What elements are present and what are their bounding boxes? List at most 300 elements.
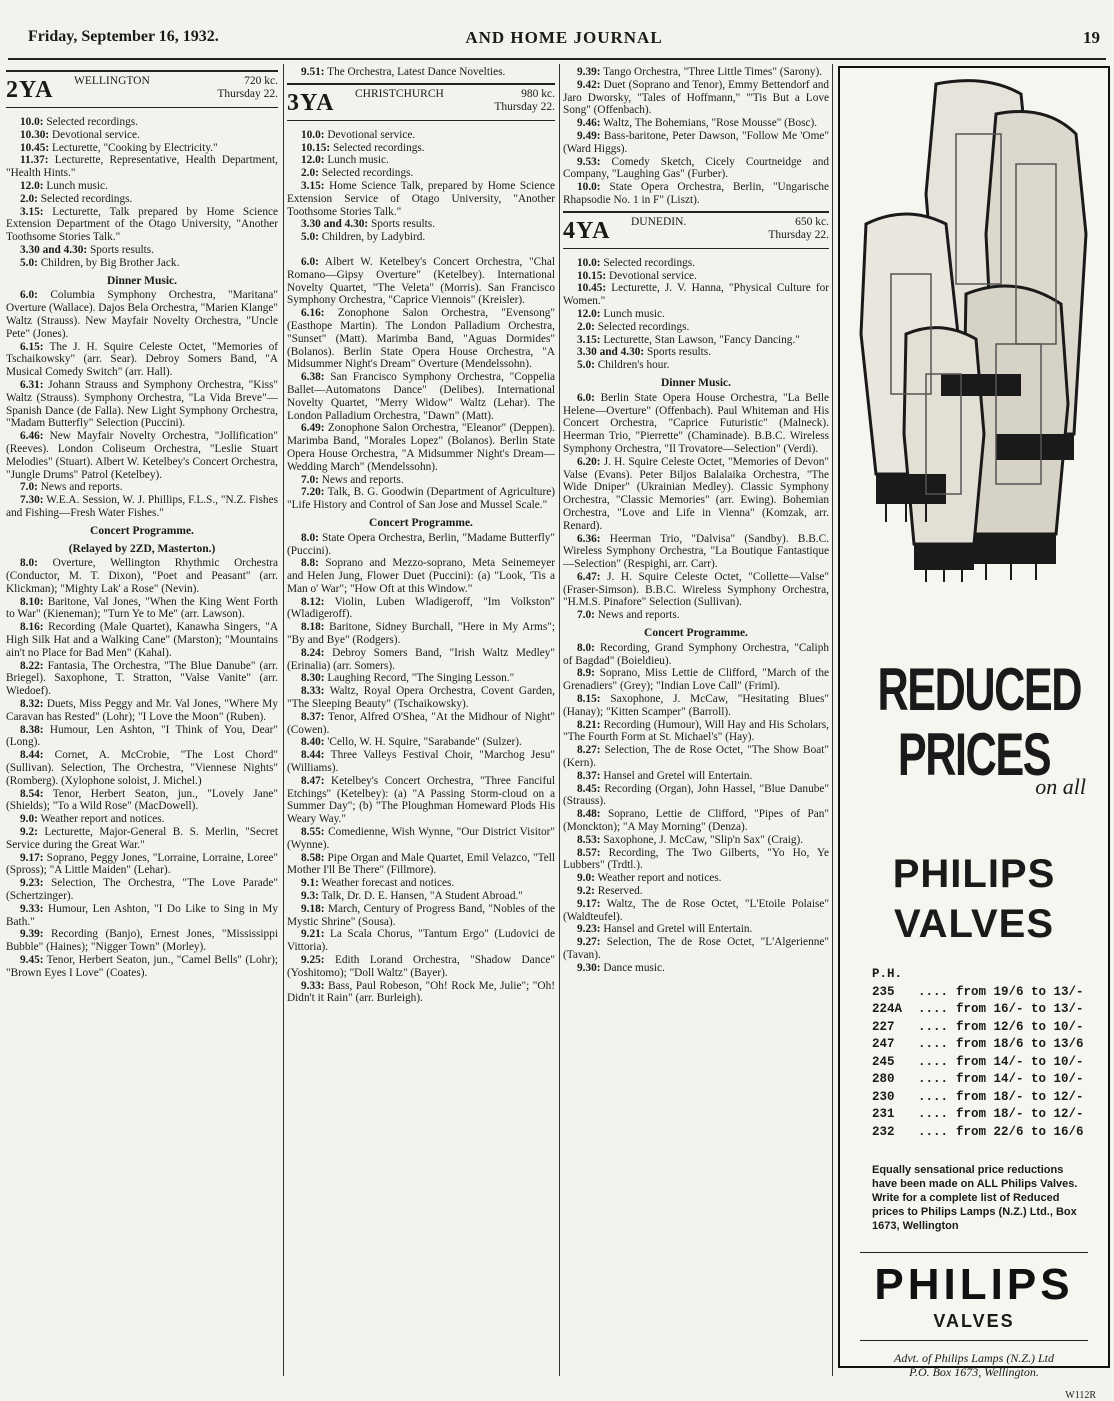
programme-text: Fantasia, The Orchestra, "The Blue Danube" (arr. Briegel). Saxophone, T. Stratton, "Valse Vanite" (arr. Wiedoef). (6, 659, 278, 698)
programme-item (6, 481, 278, 494)
programme-text: Dance music. (600, 961, 665, 974)
column-rule (283, 64, 284, 1376)
programme-item (287, 371, 555, 422)
programme-item (6, 877, 278, 903)
ad-brand-valves: VALVES (893, 902, 1055, 946)
programme-time: 9.17: (577, 897, 601, 910)
programme-time: 8.9: (577, 667, 595, 680)
programme-time: 9.2: (577, 885, 595, 898)
programme-item (563, 744, 829, 770)
programme-time: 6.16: (301, 307, 325, 320)
programme-item (287, 685, 555, 711)
leader-dots: .... (918, 1054, 949, 1069)
programme-time: 9.0: (577, 872, 595, 885)
programme-text: Sports results. (87, 243, 155, 256)
programme-text: Hansel and Gretel will Entertain. (600, 769, 753, 782)
programme-time: 9.39: (577, 66, 601, 78)
programme-time: 8.45: (577, 782, 601, 795)
valve-code: 231 (872, 1107, 895, 1121)
programme-time: 10.45: (20, 141, 50, 154)
programme-item (563, 359, 829, 372)
programme-time: 7.30: (20, 494, 44, 507)
programme-text: State Opera Orchestra, Berlin, "Madame Butterfly" (Puccini). (287, 531, 555, 557)
programme-text: Cornet, A. McCrobie, "The Lost Chord" (Sullivan). Selection, The Orchestra, "Viennese Nights" (Romberg). (Xylophone soloist, J. Michel.) (6, 749, 278, 787)
programme-text: Talk, B. G. Goodwin (Department of Agriculture) "Life History and Control of San Jose and Mussel Scale." (287, 486, 555, 512)
programme-time: 5.0: (20, 256, 38, 269)
ad-note: Equally sensational price reductions have been made on ALL Philips Valves. Write for a complete list of Reduced prices to Philips Lamps (N.Z.) Ltd., Box 1673, Wellington (872, 1164, 1078, 1232)
programme-item (563, 282, 829, 308)
programme-item (287, 129, 555, 142)
programme-item (287, 154, 555, 167)
page-number: 19 (1083, 28, 1100, 47)
programme-text: State Opera Orchestra, Berlin, "Ungarische Rhapsodie No. 1 in F" (Liszt). (563, 181, 829, 206)
programme-time: 6.38: (301, 371, 325, 384)
programme-item (6, 257, 278, 270)
programme-text: Waltz, The Bohemians, "Rose Mousse" (Bosc). (600, 117, 818, 130)
programme-time: 5.0: (577, 359, 595, 372)
leader-dots: .... (918, 1124, 949, 1139)
programme-item (287, 486, 555, 512)
programme-text: Recording, The Two Gilberts, "Yo Ho, Ye Lubbers" (Trdtl.). (563, 846, 829, 872)
programme-list (287, 66, 555, 79)
programme-text: Selected recordings. (43, 116, 138, 128)
programme-text: Children, by Ladybird. (318, 231, 426, 244)
programme-text: Heerman Trio, "Dalvisa" (Sandby). B.B.C. Wireless Symphony Orchestra, "La Boutique Fantastique—Selection" (Respighi, arr. Carr). (563, 532, 829, 571)
programme-time: 8.24: (301, 646, 325, 659)
programme-text: Waltz, Royal Opera Orchestra, Covent Garden, "The Sleeping Beauty" (Tschaikowsky). (287, 685, 555, 711)
programme-time: 6.0: (577, 391, 595, 404)
programme-item (563, 308, 829, 321)
programme-time: 8.40: (301, 736, 325, 749)
valve-code: 280 (872, 1072, 895, 1086)
programme-item (563, 609, 829, 622)
programme-text: Saxophone, J. McCaw, "Hesitating Blues" (Hanay); "Kitten Scamper" (Barroll). (563, 693, 829, 718)
programme-time: 9.21: (301, 928, 325, 941)
price-row (872, 1106, 1084, 1124)
programme-text: Selected recordings. (318, 167, 414, 180)
programme-item (6, 494, 278, 520)
relay-note: (Relayed by 2ZD, Masterton.) (68, 542, 216, 555)
programme-item (6, 193, 278, 206)
programme-text: Johann Strauss and Symphony Orchestra, "Kiss" Waltz (Strauss). Symphony Orchestra, "La Vida Breve"—Spanish Dance (de Falla). New Light Symphony Orchestra, "Madam Butterfly" Selection (Puccini). (6, 378, 278, 430)
programme-item (563, 693, 829, 719)
programme-item (563, 321, 829, 334)
programme-item (6, 826, 278, 852)
programme-time: 8.47: (301, 774, 325, 787)
programme-time: 9.30: (577, 961, 601, 974)
programme-text: 'Cello, W. H. Squire, "Sarabande" (Sulzer). (324, 736, 522, 749)
programme-text: Zonophone Salon Orchestra, "Evensong" (Easthope Martin). The London Palladium Orchestra, "Sunset" (Matt). Marimba Band, "Aguas Dormides" (Bolanos). Berlin State Opera House Orchestra, "A Midsummer Night's Dream" Overture (Mendelssohn). (287, 307, 555, 371)
programme-item (563, 571, 829, 609)
programme-time: 3.30 and 4.30: (20, 243, 88, 256)
programme-item (6, 129, 278, 142)
programme-item (6, 928, 278, 954)
programme-time: 12.0: (20, 179, 44, 192)
price-row (872, 1089, 1084, 1107)
programme-time: 6.31: (20, 378, 44, 391)
programme-time: 9.39: (20, 928, 44, 941)
programme-text: Recording (Organ), John Hassel, "Blue Danube" (Strauss). (563, 782, 829, 808)
leader-dots: .... (918, 1089, 949, 1104)
programme-text: Children, by Big Brother Jack. (37, 256, 180, 269)
programme-time: 6.20: (577, 455, 601, 468)
logo-rule (860, 1340, 1088, 1341)
programme-item (287, 980, 555, 1006)
price-row (872, 1036, 1084, 1054)
programme-item (563, 847, 829, 873)
programme-text: Lunch music. (600, 307, 665, 320)
programme-time: 8.33: (301, 685, 325, 698)
programme-item (563, 117, 829, 130)
leader-dots: .... (918, 1019, 949, 1034)
programme-text: Lunch music. (324, 154, 389, 167)
programme-item (563, 667, 829, 693)
programme-item (287, 621, 555, 647)
philips-advertisement (838, 66, 1110, 1401)
logo-rule (860, 1252, 1088, 1253)
programme-time: 8.18: (301, 621, 325, 634)
valve-price: from 16/- to 13/- (956, 1002, 1084, 1016)
programme-text: Comedy Sketch, Cicely Courtneidge and Company, "Laughing Gas" (Furber). (563, 155, 829, 181)
programme-time: 8.27: (577, 744, 601, 757)
programme-text: Duet (Soprano and Tenor), Emmy Bettendorf and Jaro Dworsky, "Tales of Hoffmann," "'Tis But a Love Song" (Offenbach). (563, 78, 829, 117)
programme-item (563, 270, 829, 283)
programme-item (563, 783, 829, 809)
programme-list (287, 256, 555, 512)
programme-text: Tenor, Herbert Seaton, jun., "Lovely Jane" (Shields); "To a Wild Rose" (MacDowell). (6, 787, 278, 813)
station-city: DUNEDIN. (631, 215, 687, 228)
leader-dots: .... (918, 1107, 949, 1121)
programme-item (563, 456, 829, 533)
programme-item (287, 256, 555, 307)
programme-time: 9.2: (20, 826, 38, 839)
programme-text: Overture, Wellington Rhythmic Orchestra (Conductor, M. T. Dixon), "Poet and Peasant" (arr. Klickman); "Mighty Lak' a Rose" (Nevin). (6, 557, 278, 595)
valve-price: from 12/6 to 10/- (956, 1019, 1084, 1034)
philips-logo: PHILIPS (874, 1260, 1074, 1309)
programme-item (563, 898, 829, 924)
programme-text: Selected recordings. (600, 256, 695, 269)
programme-item (287, 711, 555, 737)
programme-item (563, 181, 829, 207)
section-heading: Dinner Music. (106, 274, 178, 287)
programme-item (563, 79, 829, 117)
programme-time: 10.0: (577, 181, 601, 194)
programme-item (287, 596, 555, 622)
programme-time: 9.25: (301, 954, 325, 966)
programme-item (6, 180, 278, 193)
programme-text: Selection, The Orchestra, "The Love Parade" (Schertzinger). (6, 877, 278, 903)
programme-time: 5.0: (301, 231, 319, 244)
programme-text: Recording (Humour), Will Hay and His Scholars, "The Fourth Form at St. Michael's" (Hay). (563, 718, 829, 744)
programme-text: Zonophone Salon Orchestra, "Eleanor" (Deppen). Marimba Band, "Morales Lopez" (Bolanos). Berlin State Opera House Orchestra, "A Midsummer Night's Dream—Wedding March" (Mendelssohn). (287, 422, 555, 473)
programme-time: 8.44: (301, 749, 325, 762)
programme-item (6, 621, 278, 659)
programme-time: 10.15: (301, 141, 331, 154)
valve-price: from 14/- to 10/- (956, 1072, 1084, 1086)
price-table-heading: P.H. (872, 967, 903, 981)
programme-time: 9.53: (577, 155, 601, 168)
programme-item (287, 474, 555, 487)
valve-price: from 18/- to 12/- (956, 1107, 1084, 1121)
programme-item (563, 334, 829, 347)
programme-item (563, 834, 829, 847)
programme-item (563, 770, 829, 783)
programme-time: 9.51: (301, 66, 325, 78)
programme-item (287, 852, 555, 878)
programme-text: March, Century of Progress Band, "Nobles of the Mystic Shrine" (Sousa). (287, 902, 555, 928)
programme-text: Lecturette, Talk prepared by Home Science Extension Department of the Otago University, "Another Toothsome Stories Talk." (6, 205, 278, 244)
valve-code: 245 (872, 1054, 895, 1069)
programme-text: Weather forecast and notices. (318, 877, 455, 890)
advertiser-name: Advt. of Philips Lamps (N.Z.) Ltd (893, 1351, 1054, 1365)
programme-time: 8.10: (20, 595, 44, 608)
programme-time: 8.44: (20, 749, 44, 762)
programme-text: San Francisco Symphony Orchestra, "Coppelia Ballet—Automatons Dance" (Delibes). International Novelty Quartet, "Merry Widow" Waltz (Lehar). The London Palladium Orchestra, "Dawn" (Matt). (287, 371, 555, 422)
programme-list (6, 116, 278, 270)
programme-time: 8.58: (301, 851, 325, 864)
programme-time: 10.30: (20, 128, 50, 141)
programme-item (6, 206, 278, 244)
programme-item (6, 903, 278, 929)
programme-time: 8.0: (301, 531, 319, 544)
programme-item (287, 557, 555, 595)
programme-item (6, 289, 278, 340)
programme-text: Debroy Somers Band, "Irish Waltz Medley" (Erinalia) (arr. Somers). (287, 646, 555, 672)
programme-time: 9.27: (577, 936, 601, 949)
programme-time: 8.54: (20, 787, 44, 800)
programme-text: New Mayfair Novelty Orchestra, "Jollification" (Reeves). London Coliseum Orchestra, "Leslie Stuart Melodies" (Stuart). Albert W. Ketelbey's Concert Orchestra, "Jungle Drums" Patrol (Ketelbey). (6, 430, 278, 481)
programme-time: 10.0: (20, 116, 44, 128)
programme-item (6, 954, 278, 980)
programme-item (287, 647, 555, 673)
ad-headline-reduced: REDUCED (877, 656, 1082, 723)
programme-item (563, 156, 829, 182)
programme-time: 12.0: (577, 307, 601, 320)
programme-text: Recording (Banjo), Ernest Jones, "Mississippi Bubble" (Haines); "Nigger Town" (Morley). (6, 928, 278, 954)
programme-time: 6.46: (20, 430, 44, 443)
leader-dots: .... (918, 1037, 949, 1051)
programme-text: Selected recordings. (37, 192, 133, 205)
programme-text: Ketelbey's Concert Orchestra, "Three Fanciful Etchings" (Ketelbey): (a) "A Passing Storm-cloud on a Summer Day"; (b) "The Ploughman Homeward Plods His Weary Way." (287, 774, 555, 826)
programme-time: 2.0: (301, 167, 319, 180)
programme-time: 9.46: (577, 117, 601, 130)
programme-text: Soprano and Mezzo-soprano, Meta Seinemeyer and Helen Jung, Flower Duet (Puccini): (a) "Look, 'Tis a Man o' War"; "How Oft at this Window." (287, 557, 555, 595)
station-frequency: 650 kc. (795, 215, 829, 228)
programme-item (287, 218, 555, 231)
programme-list (563, 66, 829, 207)
programme-item (6, 341, 278, 379)
programme-time: 9.23: (20, 877, 44, 890)
programme-text: Lecturette, "Cooking by Electricity." (49, 141, 218, 154)
programme-text: Duets, Miss Peggy and Mr. Val Jones, "Where My Caravan has Rested" (Lohr); "I Love the Moon" (Ruben). (6, 698, 278, 723)
programme-time: 6.0: (20, 289, 38, 302)
programme-text: Home Science Talk, prepared by Home Science Extension Service of Otago University, "Another Toothsome Stories Talk." (287, 179, 555, 218)
programme-text: Soprano, Miss Lettie de Clifford, "March of the Grenadiers" (Grey); "Indian Love Call" (Friml). (563, 667, 829, 693)
advertiser-address: P.O. Box 1673, Wellington. (909, 1365, 1039, 1379)
programme-text: Tenor, Alfred O'Shea, "At the Midhour of Night" (Cowen). (287, 710, 555, 736)
programme-text: Soprano, Peggy Jones, "Lorraine, Lorraine, Loree" (Spross); "A Little Maiden" (Lehar). (6, 851, 278, 877)
programme-item (287, 66, 555, 79)
programme-item (6, 596, 278, 622)
station-call-sign: 3YA (287, 89, 335, 116)
programme-text: Bass-baritone, Peter Dawson, "Follow Me 'Ome" (Ward Higgs). (563, 129, 829, 155)
programme-time: 3.15: (20, 205, 44, 218)
programme-item (6, 244, 278, 257)
programme-text: Berlin State Opera House Orchestra, "La Belle Helene—Overture" (Offenbach). Paul Whiteman and His Concert Orchestra, "Caprice Futuristic" (Malneck). Heerman Trio, "Pierrette" (Chaminade). B.B.C. Wireless Symphony Orchestra, "Il Trovatore—Selection" (Verdi). (563, 391, 829, 455)
programme-item (6, 379, 278, 430)
programme-item (563, 808, 829, 834)
programme-text: Devotional service. (49, 128, 140, 141)
programme-item (287, 532, 555, 558)
valve-code: 232 (872, 1124, 895, 1139)
page-header (28, 28, 1100, 54)
station-city: CHRISTCHURCH (355, 87, 444, 100)
programme-item (6, 852, 278, 878)
programme-list (6, 557, 278, 979)
programme-time: 9.45: (20, 954, 44, 966)
leader-dots: .... (918, 1072, 949, 1086)
programme-item (563, 642, 829, 668)
programme-text: Baritone, Val Jones, "When the King Went Forth to War" (Kieneman); "Turn Ye to Me" (arr. Lawson). (6, 595, 278, 621)
price-row (872, 1054, 1084, 1072)
programme-text: Hansel and Gretel will Entertain. (600, 923, 753, 936)
programme-item (6, 698, 278, 724)
programme-time: 8.22: (20, 659, 44, 672)
programme-text: Three Valleys Festival Choir, "Marchog Jesu" (Williams). (287, 749, 555, 775)
programme-time: 9.33: (20, 902, 44, 915)
programme-text: Bass, Paul Robeson, "Oh! Rock Me, Julie"; "Oh! Didn't it Rain" (arr. Burleigh). (287, 979, 555, 1005)
programme-time: 8.37: (301, 710, 325, 723)
programme-text: Weather report and notices. (37, 813, 165, 826)
programme-item (287, 903, 555, 929)
programme-text: News and reports. (318, 473, 404, 486)
programme-time: 7.0: (577, 609, 595, 622)
programme-text: Laughing Record, "The Singing Lesson." (324, 672, 515, 685)
programme-time: 9.18: (301, 902, 325, 915)
programme-item (287, 877, 555, 890)
section-heading: Concert Programme. (90, 524, 194, 537)
valve-price: from 18/- to 12/- (956, 1089, 1084, 1104)
programme-text: Soprano, Lettie de Clifford, "Pipes of Pan" (Monckton); "A May Morning" (Denza). (563, 808, 829, 834)
valve-code: 235 (872, 984, 895, 999)
programme-time: 8.32: (20, 698, 44, 711)
programme-time: 10.15: (577, 269, 607, 282)
programme-item (287, 307, 555, 371)
programme-item (6, 116, 278, 129)
programme-text: Comedienne, Wish Wynne, "Our District Visitor" (Wynne). (287, 826, 555, 851)
programme-text: Sports results. (368, 218, 436, 231)
programme-time: 10.0: (301, 128, 325, 141)
programme-text: La Scala Chorus, "Tantum Ergo" (Ludovici de Vittoria). (287, 928, 555, 954)
column-4ya (563, 66, 829, 1376)
programme-time: 3.30 and 4.30: (577, 346, 645, 359)
programme-time: 7.0: (20, 481, 38, 494)
programme-text: Humour, Len Ashton, "I Think of You, Dear" (Long). (6, 723, 278, 749)
programme-text: J. H. Squire Celeste Octet, "Collette—Valse" (Fraser-Simson). B.B.C. Wireless Symphony Orchestra, "H.M.S. Pinafore" Selection (Sullivan). (563, 570, 829, 609)
programme-time: 9.23: (577, 923, 601, 936)
programme-time: 8.55: (301, 826, 325, 839)
station-call-sign: 2YA (6, 77, 54, 103)
programme-item (563, 130, 829, 156)
programme-item (563, 346, 829, 359)
header-rule (8, 58, 1106, 60)
programme-list (563, 257, 829, 372)
programme-time: 8.0: (20, 557, 38, 570)
programme-item (287, 775, 555, 826)
programme-item (563, 257, 829, 270)
programme-list (6, 289, 278, 519)
programme-text: Violin, Luben Wladigeroff, "Im Volkston" (Wladigeroff). (287, 595, 555, 621)
programme-text: News and reports. (594, 609, 680, 622)
programme-item (563, 872, 829, 885)
ad-on-all: on all (1035, 774, 1086, 799)
programme-text: Weather report and notices. (594, 872, 722, 885)
programme-item (6, 154, 278, 180)
programme-item (6, 724, 278, 750)
station-header-4ya (563, 211, 829, 249)
programme-text: W.E.A. Session, W. J. Phillips, F.L.S., "N.Z. Fishes and Fishing—Fresh Water Fishes." (6, 494, 278, 519)
section-heading: Dinner Music. (660, 376, 732, 389)
station-city: WELLINGTON (74, 75, 150, 87)
programme-time: 11.37: (20, 154, 49, 167)
valve-code: 224A (872, 1002, 903, 1016)
valve-code: 230 (872, 1089, 895, 1104)
programme-time: 8.38: (20, 723, 44, 736)
programme-item (6, 557, 278, 595)
programme-text: Baritone, Sidney Burchall, "Here in My Arms"; "By and Bye" (Rodgers). (287, 621, 555, 647)
programme-text: Selection, The de Rose Octet, "L'Algerienne" (Tavan). (563, 936, 829, 961)
programme-text: Selected recordings. (594, 320, 690, 333)
column-2ya (6, 66, 278, 1376)
programme-text: Devotional service. (606, 269, 697, 282)
programme-item (6, 749, 278, 787)
programme-item (6, 430, 278, 481)
issue-date: Friday, September 16, 1932. (28, 28, 219, 45)
programme-time: 10.45: (577, 282, 607, 295)
programme-item (563, 719, 829, 745)
price-row (872, 984, 1084, 1002)
programme-item (287, 928, 555, 954)
programme-time: 3.15: (577, 333, 601, 346)
leader-dots: .... (918, 984, 949, 999)
price-table (872, 966, 1084, 1141)
programme-item (287, 826, 555, 852)
programme-item (287, 890, 555, 903)
price-row (872, 1071, 1084, 1089)
programme-item (287, 167, 555, 180)
programme-text: News and reports. (37, 481, 123, 494)
programme-text: Lecturette, Stan Lawson, "Fancy Dancing." (600, 333, 800, 346)
valve-code: 247 (872, 1037, 895, 1051)
valve-price: from 19/6 to 13/- (956, 984, 1084, 999)
programme-text: Lecturette, J. V. Hanna, "Physical Culture for Women." (563, 282, 829, 308)
programme-time: 9.17: (20, 851, 44, 864)
programme-item (287, 749, 555, 775)
station-day: Thursday 22. (768, 228, 829, 241)
programme-item (563, 923, 829, 936)
programme-time: 9.1: (301, 877, 319, 890)
programme-time: 7.0: (301, 473, 319, 486)
section-heading: Concert Programme. (644, 627, 748, 640)
ad-reference-code: W112R (1065, 1390, 1096, 1401)
ad-brand-philips: PHILIPS (892, 852, 1056, 896)
programme-time: 6.15: (20, 340, 44, 353)
programme-item (287, 422, 555, 473)
station-header-2ya (6, 70, 278, 108)
programme-time: 6.36: (577, 532, 601, 545)
logo-valves: VALVES (933, 1311, 1015, 1331)
programme-text: Albert W. Ketelbey's Concert Orchestra, "Chal Romano—Gipsy Overture" (Ketelbey). International Novelty Quartet, "The Veleta" (Morris). San Francisco Symphony Orchestra, "Caprice Viennois" (Kreisler). (287, 255, 555, 307)
